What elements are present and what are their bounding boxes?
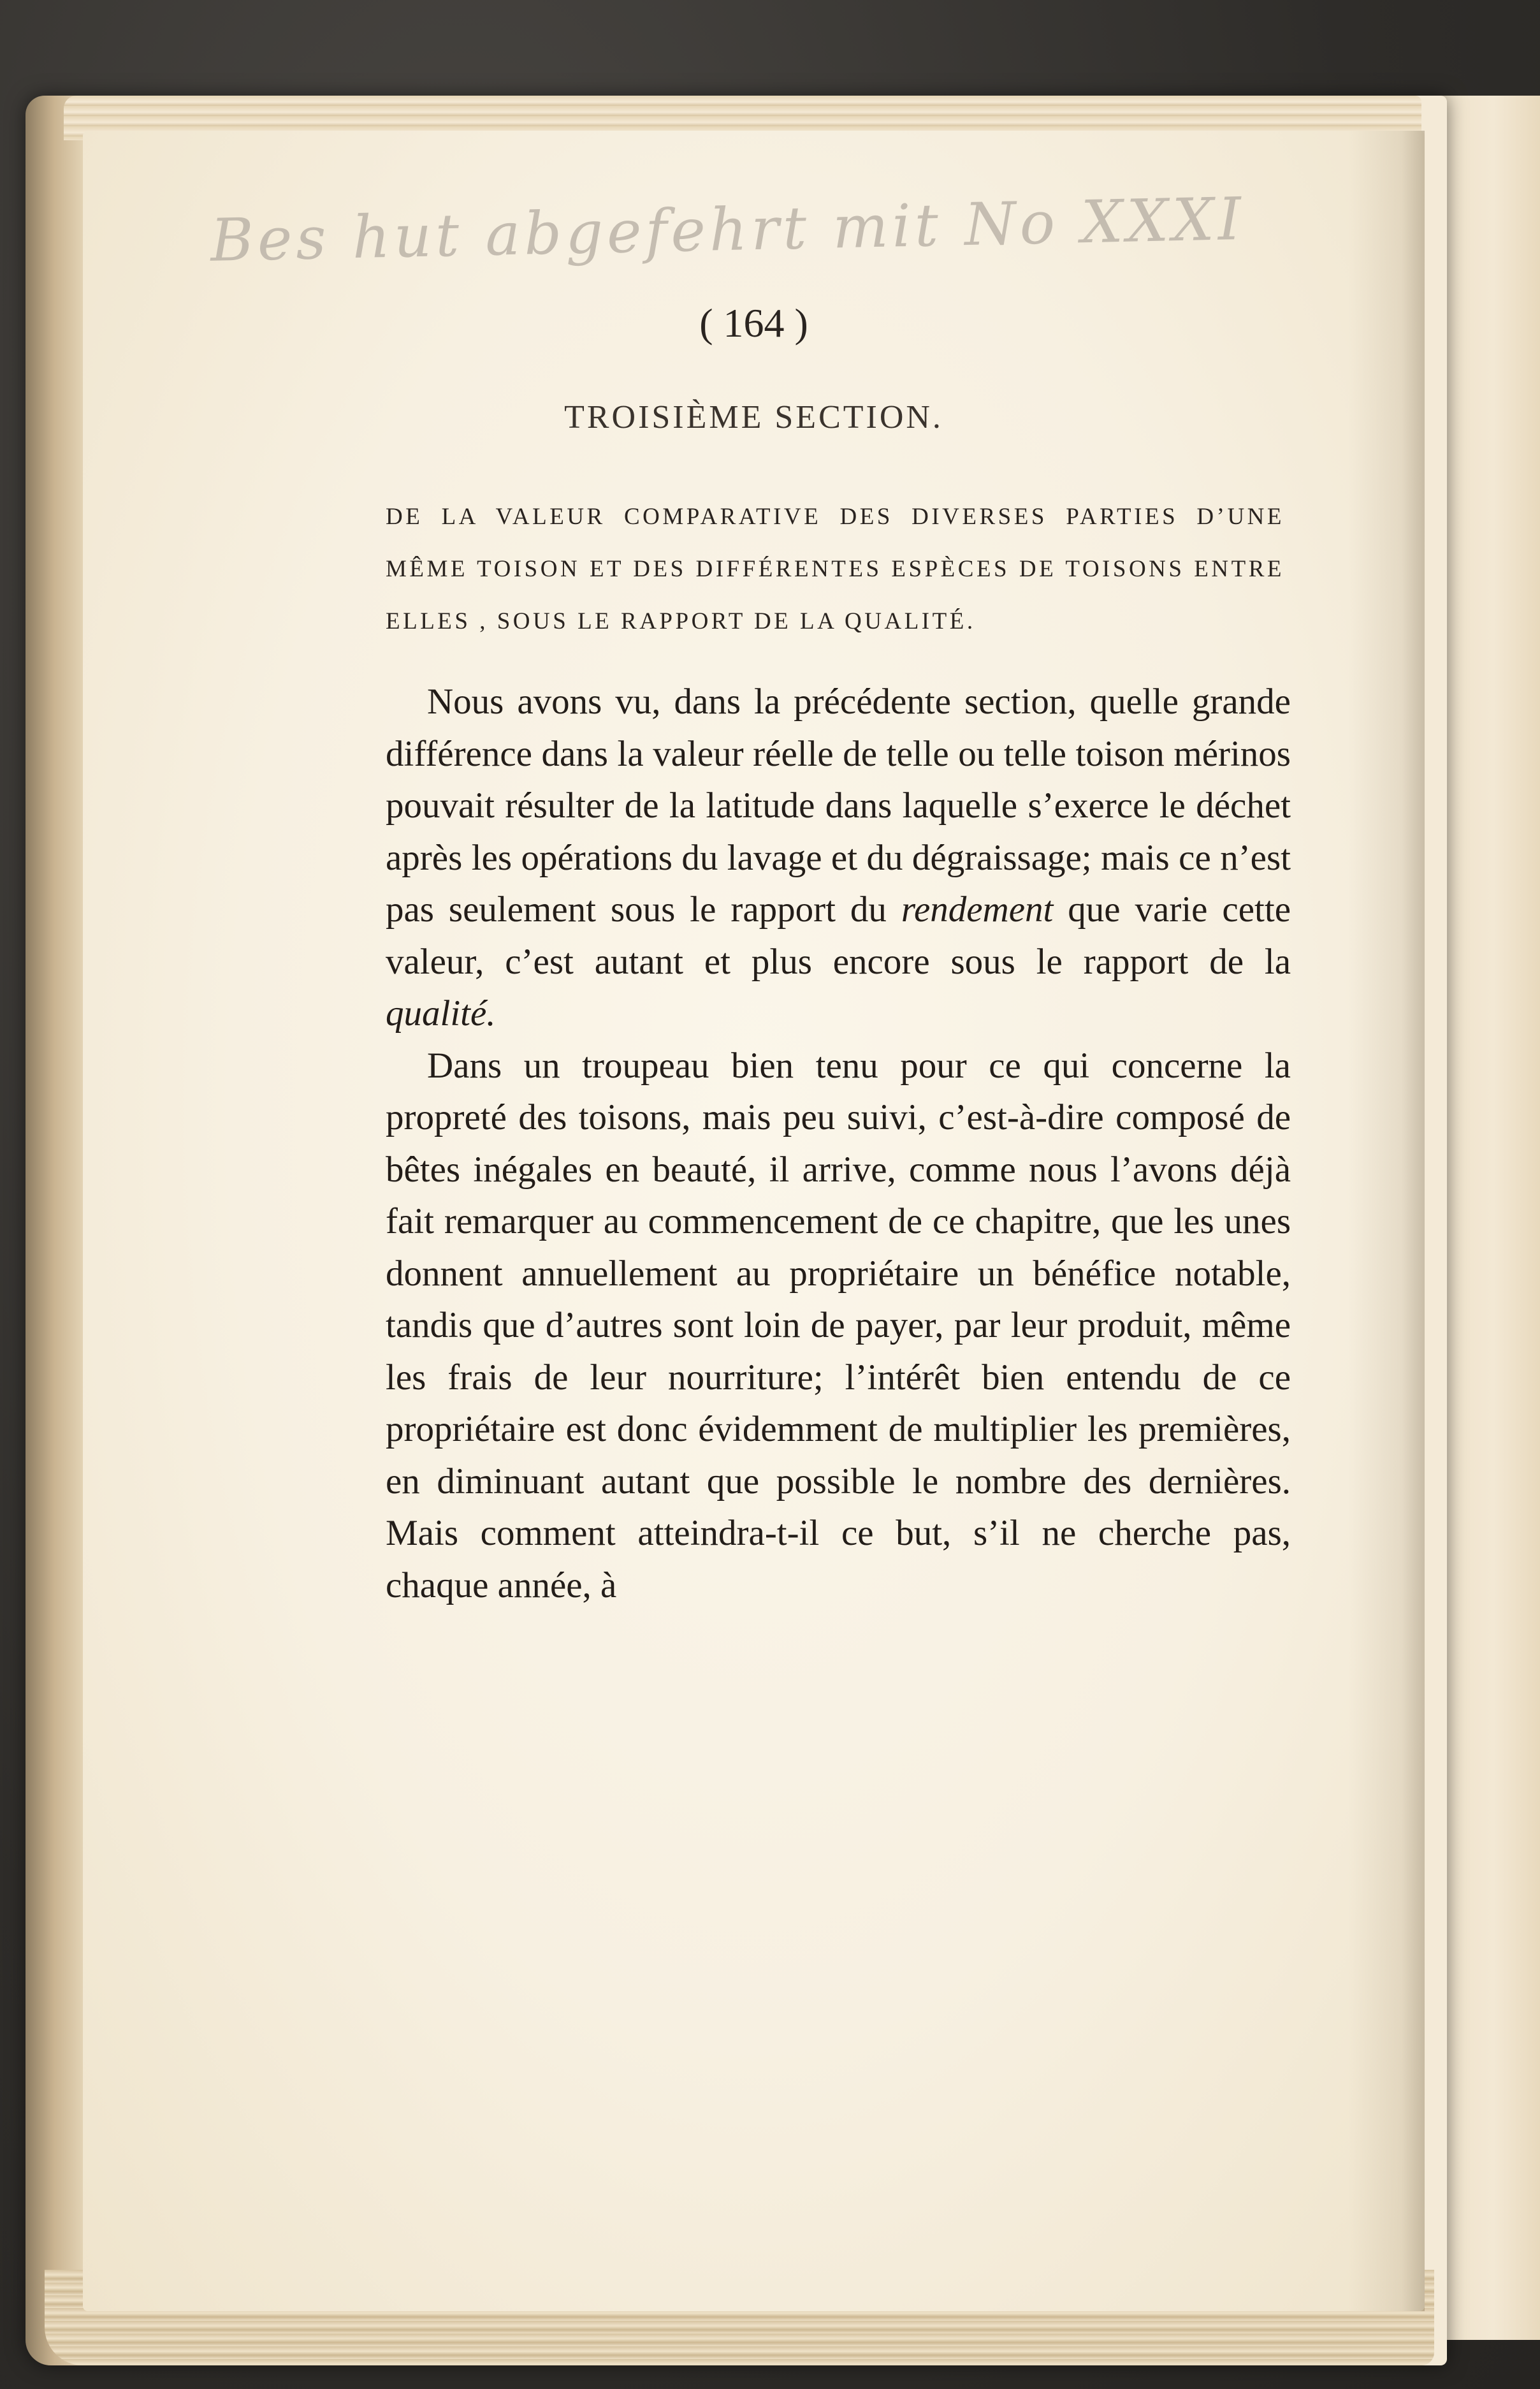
paragraph-1-text-a: Nous avons vu, dans la précédente section, quelle grande différence dans la valeur réelle de telle ou telle toison mérinos pouvait résulter de la latitude dans laquelle s’exerce le déchet après les opérations du lavage et du dégraissage; mais ce n’est pas seulement sous le rapport du bbox=[386, 682, 1291, 930]
paragraph-1-text-b: que varie cette valeur, c’est autant et plus encore sous le rapport de la bbox=[386, 889, 1291, 982]
paragraph-1 bbox=[386, 676, 1291, 1040]
section-title: TROISIÈME SECTION. bbox=[564, 399, 943, 435]
handwritten-note: Bes hut abgefehrt mit No XXXI bbox=[210, 184, 1246, 275]
paragraph-1-emphasis-rendement: rendement bbox=[901, 889, 1054, 930]
paragraph-2: Dans un troupeau bien tenu pour ce qui concerne la propreté des toisons, mais peu suivi, c’est-à-dire composé de bêtes inégales en beauté, il arrive, comme nous l’avons déjà fait remarquer au commencement de ce chapitre, que les unes donnent annuellement au propriétaire un bénéfice notable, tandis que d’autres sont loin de payer, par leur produit, même les frais de leur nourriture; l’intérêt bien entendu de ce propriétaire est donc évidemment de multiplier les premières, en diminuant autant que possible le nombre des dernières. Mais comment atteindra-t-il ce but, s’il ne cherche pas, chaque année, à bbox=[386, 1045, 1291, 1605]
body-text bbox=[386, 676, 1291, 1611]
page-number: ( 164 ) bbox=[699, 300, 808, 346]
section-subheading: DE LA VALEUR COMPARATIVE DES DIVERSES PARTIES D’UNE MÊME TOISON ET DES DIFFÉRENTES ESPÈCES DE TOISONS ENTRE ELLES , SOUS LE RAPPORT DE LA QUALITÉ. bbox=[386, 504, 1284, 634]
gutter-shadow bbox=[1348, 131, 1425, 2311]
paragraph-1-emphasis-qualite: qualité. bbox=[386, 993, 496, 1034]
book-page bbox=[83, 131, 1425, 2311]
